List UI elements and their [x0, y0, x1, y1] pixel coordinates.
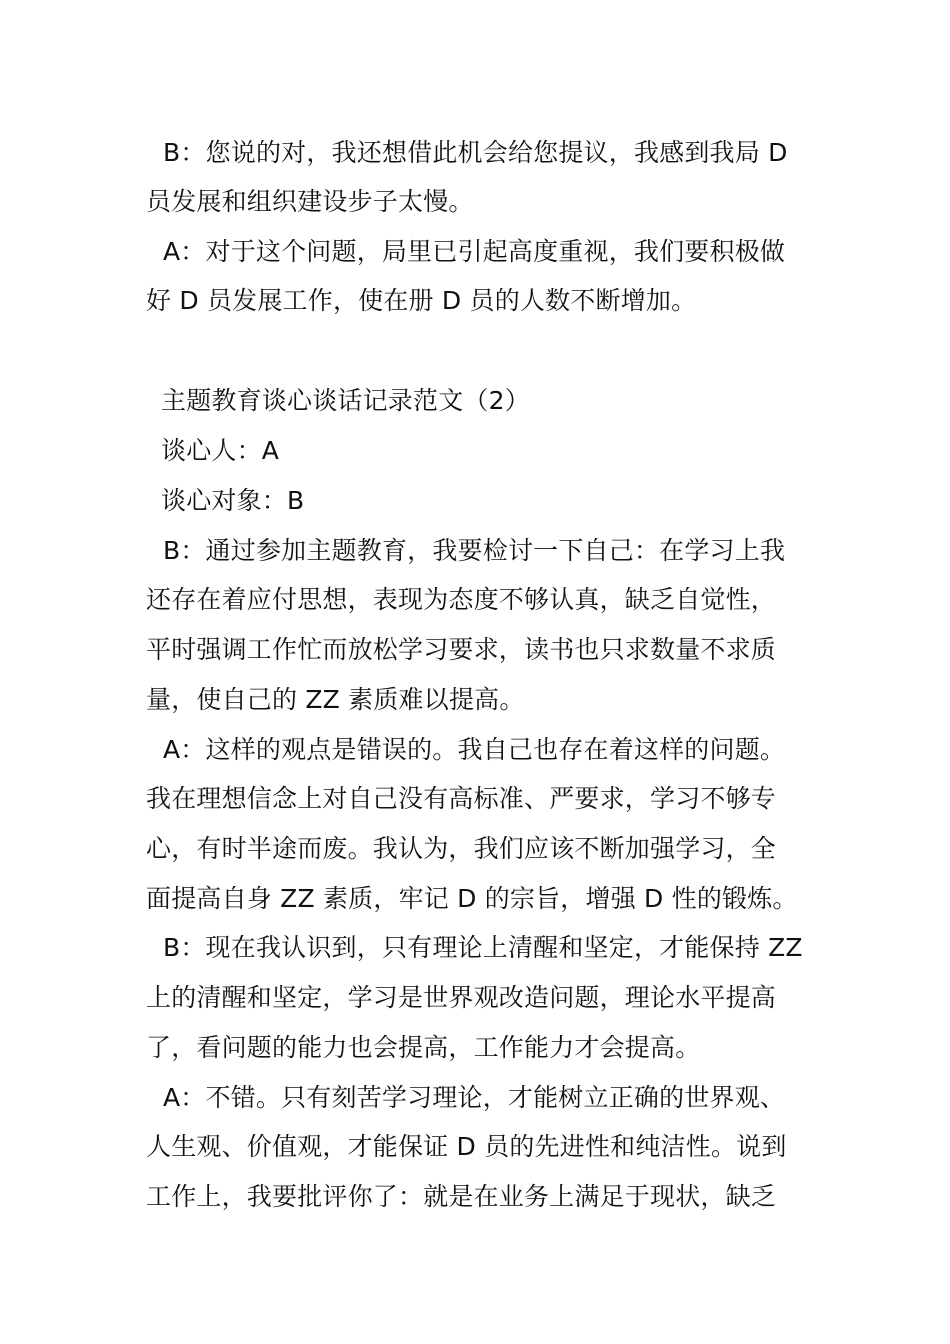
text-line: 员发展和组织建设步子太慢。	[146, 187, 474, 216]
text-line: 人生观、价值观，才能保证 D 员的先进性和纯洁性。说到	[146, 1132, 787, 1161]
text-line: B：通过参加主题教育，我要检讨一下自己：在学习上我	[163, 536, 786, 565]
text-line: 了，看问题的能力也会提高，工作能力才会提高。	[146, 1033, 701, 1062]
text-line: 好 D 员发展工作，使在册 D 员的人数不断增加。	[146, 286, 697, 315]
text-line: 心，有时半途而废。我认为，我们应该不断加强学习，全	[146, 834, 777, 863]
section-heading: 主题教育谈心谈话记录范文（2）	[161, 386, 530, 415]
text-line: B：现在我认识到，只有理论上清醒和坚定，才能保持 ZZ	[163, 933, 803, 962]
text-line: 工作上，我要批评你了：就是在业务上满足于现状，缺乏	[146, 1182, 777, 1211]
text-line: A：这样的观点是错误的。我自己也存在着这样的问题。	[163, 735, 786, 764]
text-line: 我在理想信念上对自己没有高标准、严要求，学习不够专	[146, 784, 777, 813]
text-line: 上的清醒和坚定，学习是世界观改造问题，理论水平提高	[146, 983, 777, 1012]
text-line: 还存在着应付思想，表现为态度不够认真，缺乏自觉性，	[146, 585, 777, 614]
text-line: 量，使自己的 ZZ 素质难以提高。	[146, 685, 525, 714]
text-line: A：对于这个问题，局里已引起高度重视，我们要积极做	[163, 237, 786, 266]
text-line: B：您说的对，我还想借此机会给您提议，我感到我局 D	[163, 138, 788, 167]
text-line: 平时强调工作忙而放松学习要求，读书也只求数量不求质	[146, 635, 777, 664]
interviewee-line: 谈心对象：B	[161, 486, 305, 515]
text-line: A：不错。只有刻苦学习理论，才能树立正确的世界观、	[163, 1083, 786, 1112]
interviewer-line: 谈心人：A	[161, 436, 280, 465]
text-line: 面提高自身 ZZ 素质，牢记 D 的宗旨，增强 D 性的锻炼。	[146, 884, 798, 913]
